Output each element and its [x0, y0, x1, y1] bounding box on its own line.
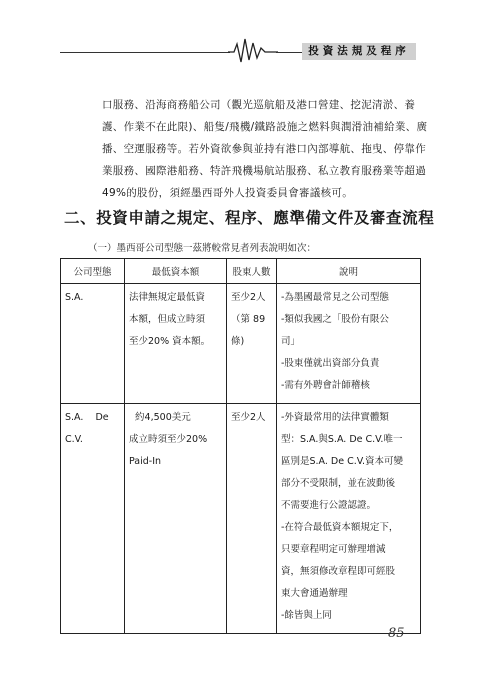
page-number: 85 — [388, 626, 405, 641]
cell-line: （第 89 — [231, 314, 266, 325]
subsection-heading: （一）墨西哥公司型態一茲將較常見者列表說明如次： — [88, 243, 317, 254]
cell-min-capital — [125, 284, 227, 404]
cell-line: -餘皆與上同 — [281, 610, 332, 621]
cell-line: -股東僅就出資部分負責 — [281, 358, 380, 369]
cell-min-capital — [125, 404, 227, 634]
header-rule-right — [276, 52, 302, 53]
cell-line: S.A. De — [65, 412, 109, 423]
cell-line: 只要章程明定可辦理增減 — [281, 544, 386, 555]
cell-company-type — [61, 404, 125, 634]
cell-line: 東大會通過辦理 — [281, 588, 348, 599]
cell-line: 不需要進行公證認證。 — [281, 500, 377, 511]
cell-line: -在符合最低資本額規定下， — [281, 522, 399, 533]
paragraph-line: 業服務、國際港船務、特許飛機場航站服務、私立教育服務業等超過 — [102, 165, 426, 177]
paragraph-line: 口服務、沿海商務船公司（觀光巡航船及港口營建、挖泥清淤、養 — [102, 99, 416, 111]
cell-line: 至少2人 — [231, 292, 266, 303]
cell-line: S.A. — [65, 292, 84, 303]
paragraph-line: 播、空運服務等。若外資欲參與並持有港口內部導航、拖曳、停靠作 — [102, 143, 426, 155]
company-types-table — [60, 258, 421, 634]
cell-notes — [277, 284, 421, 404]
cell-line: -外資最常用的法律實體類 — [281, 412, 389, 423]
cell-shareholders — [227, 404, 277, 634]
paragraph-line: 49%的股份，須經墨西哥外人投資委員會審議核可。 — [102, 187, 354, 199]
cell-line: 成立時須至少20% — [129, 434, 208, 445]
cell-line: 型：S.A.與S.A. De C.V.唯一 — [281, 434, 403, 445]
cell-line: 至少2人 — [231, 412, 266, 423]
header-rule-left — [60, 52, 230, 53]
cell-shareholders — [227, 284, 277, 404]
body-paragraph — [102, 94, 428, 204]
cell-line: 條) — [231, 336, 245, 347]
section-title-label: 投資法規及程序 — [302, 43, 416, 60]
table-row — [61, 404, 421, 634]
cell-line: Paid-In — [129, 456, 162, 467]
cell-line: -為墨國最常見之公司型態 — [281, 292, 389, 303]
cell-notes — [277, 404, 421, 634]
pulse-line-icon — [228, 36, 278, 66]
column-header: 說明 — [277, 259, 421, 284]
cell-line: -需有外聘會計師稽核 — [281, 380, 370, 391]
cell-line: 資，無須修改章程即可經股 — [281, 566, 396, 577]
column-header: 股東人數 — [227, 259, 277, 284]
cell-company-type — [61, 284, 125, 404]
cell-line: C.V. — [65, 434, 83, 445]
table-row — [61, 284, 421, 404]
section-heading: 二、投資申請之規定、程序、應準備文件及審查流程 — [64, 209, 435, 227]
column-header: 公司型態 — [61, 259, 125, 284]
column-header: 最低資本額 — [125, 259, 227, 284]
cell-line: 區別是S.A. De C.V.資本可變 — [281, 456, 404, 467]
cell-line: 法律無規定最低資 — [129, 292, 206, 303]
cell-line: 部分不受限制，並在波動後 — [281, 478, 396, 489]
cell-line: 約4,500美元 — [129, 412, 191, 423]
cell-line: 本額，但成立時須 — [129, 314, 206, 325]
table-header-row — [61, 259, 421, 284]
cell-line: 司」 — [281, 336, 301, 347]
cell-line: -類似我國之「股份有限公 — [281, 314, 389, 325]
cell-line: 至少20% 資本額。 — [129, 336, 211, 347]
paragraph-line: 護、作業不在此限)、船隻/飛機/鐵路設施之燃料與潤滑油補給業、廣 — [102, 121, 428, 133]
